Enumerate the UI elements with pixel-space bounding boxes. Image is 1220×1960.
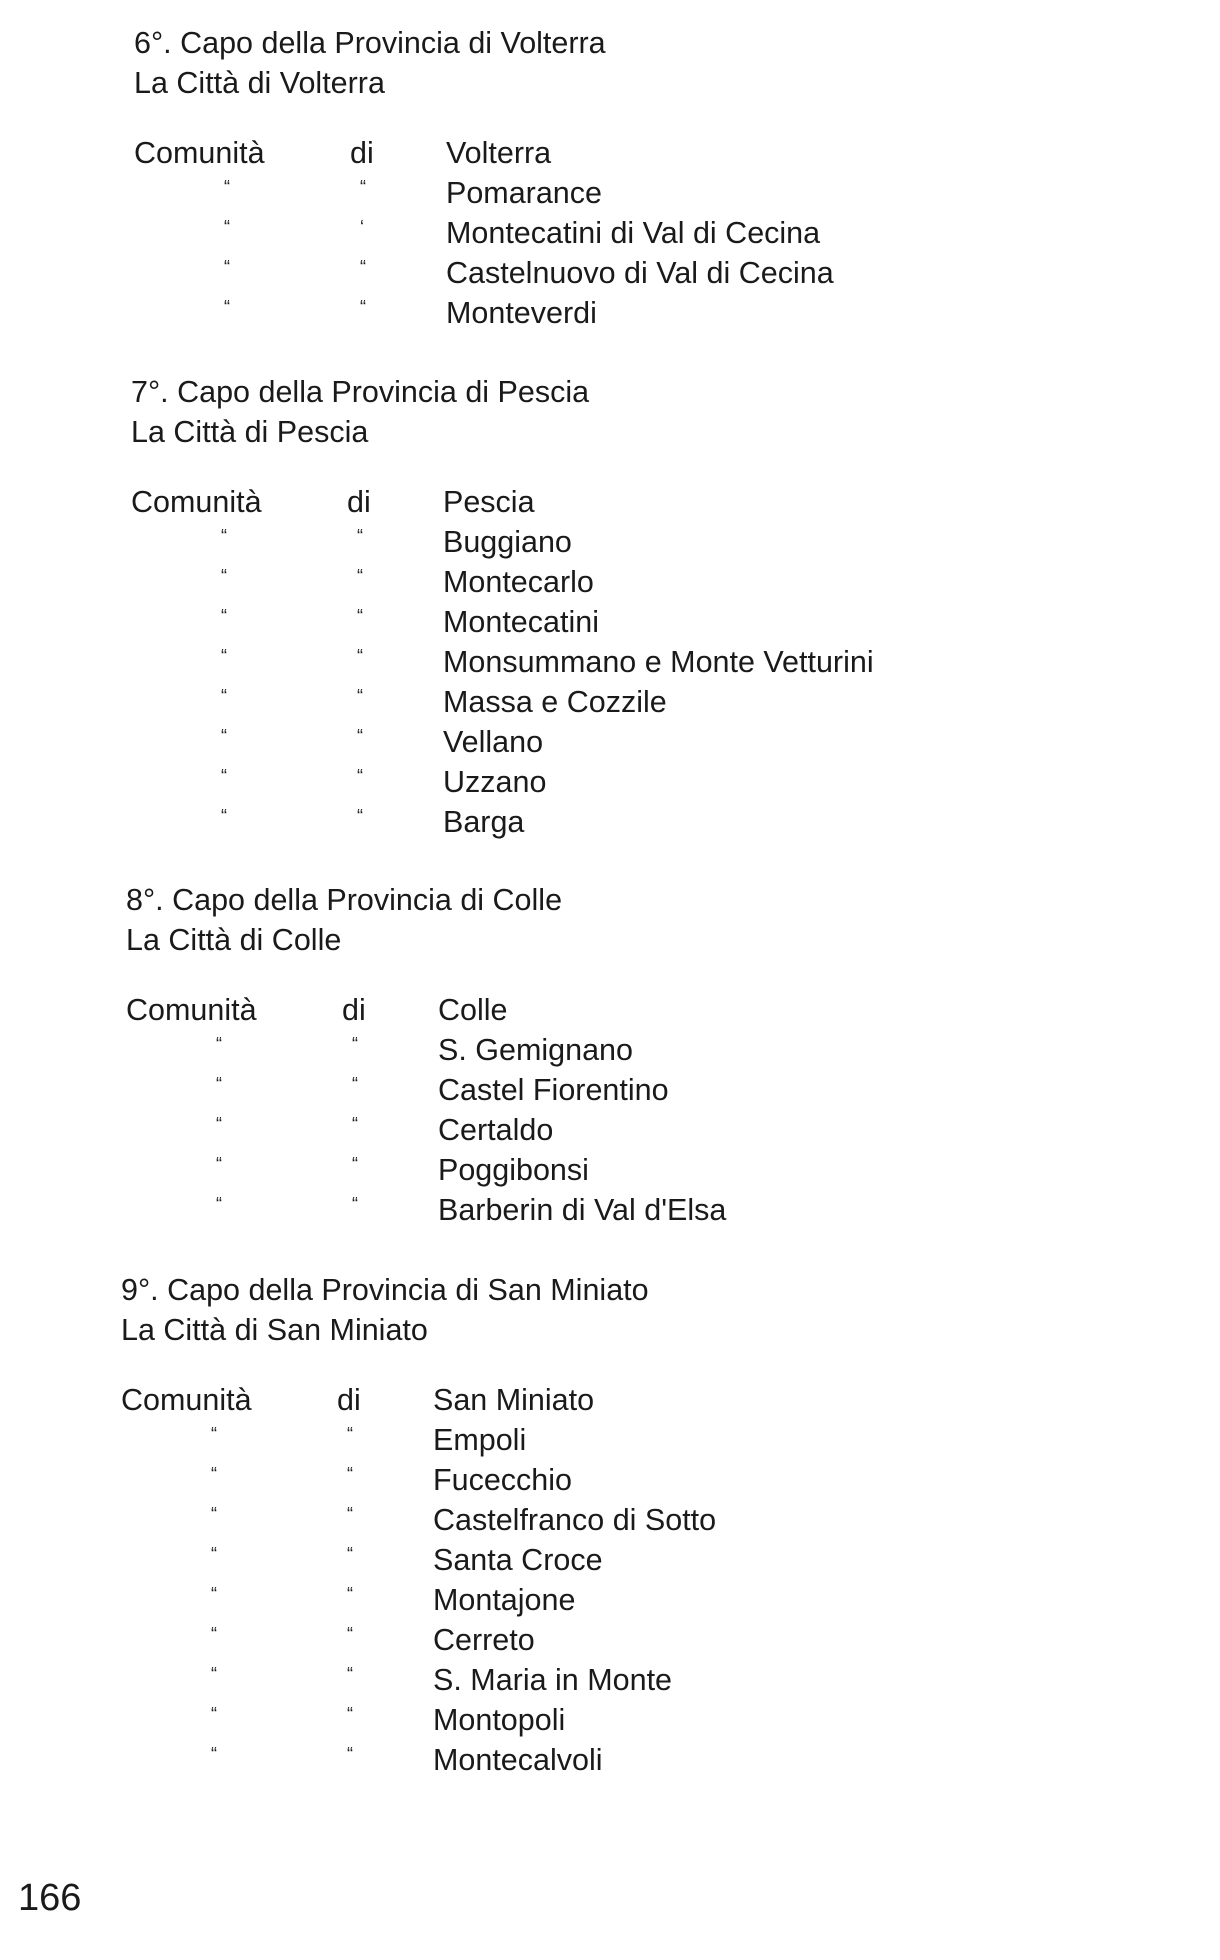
ditto-mark: “ <box>357 686 363 706</box>
section-city: La Città di Pescia <box>131 415 369 449</box>
ditto-mark: “ <box>360 257 366 277</box>
ditto-mark: “ <box>224 257 230 277</box>
community-table <box>131 482 874 842</box>
row-label: Comunità <box>134 136 265 170</box>
community-table <box>134 133 834 333</box>
community-name: S. Maria in Monte <box>433 1663 673 1697</box>
community-name: Empoli <box>433 1423 527 1457</box>
page-number: 166 <box>18 1877 82 1919</box>
ditto-mark: “ <box>221 806 227 826</box>
community-name: Colle <box>438 993 508 1027</box>
community-name: Vellano <box>443 725 544 759</box>
community-name: Cerreto <box>433 1623 535 1657</box>
community-name: Pescia <box>443 485 535 519</box>
community-name: Barga <box>443 805 525 839</box>
section-title: 8°. Capo della Provincia di Colle <box>126 883 563 917</box>
row-preposition: di <box>350 136 374 170</box>
ditto-mark: “ <box>211 1464 217 1484</box>
ditto-mark: “ <box>221 726 227 746</box>
community-name: Montajone <box>433 1583 576 1617</box>
ditto-mark: “ <box>347 1744 353 1764</box>
province-section-pescia <box>131 372 874 842</box>
table-row <box>134 253 834 293</box>
table-row <box>121 1700 649 1740</box>
ditto-mark: “ <box>211 1704 217 1724</box>
community-name: Montopoli <box>433 1703 566 1737</box>
ditto-mark: “ <box>357 526 363 546</box>
community-name: Certaldo <box>438 1113 554 1147</box>
table-row <box>134 213 821 253</box>
community-name: Fucecchio <box>433 1463 573 1497</box>
table-row <box>126 1190 727 1230</box>
community-table <box>126 990 727 1230</box>
table-row <box>121 1580 649 1620</box>
row-preposition: di <box>337 1383 361 1417</box>
ditto-mark: “ <box>224 177 230 197</box>
community-name: S. Gemignano <box>438 1033 633 1067</box>
community-name: Santa Croce <box>433 1543 603 1577</box>
ditto-mark: “ <box>360 297 366 317</box>
community-name: Buggiano <box>443 525 572 559</box>
ditto-mark: “ <box>347 1504 353 1524</box>
table-row <box>121 1620 649 1660</box>
table-row <box>134 173 606 213</box>
community-table <box>121 1380 717 1780</box>
community-name: Barberin di Val d'Elsa <box>438 1193 727 1227</box>
table-row <box>126 1150 589 1190</box>
row-label: Comunità <box>131 485 262 519</box>
community-name: Massa e Cozzile <box>443 685 667 719</box>
ditto-mark: “ <box>221 526 227 546</box>
community-name: Castelnuovo di Val di Cecina <box>446 256 834 290</box>
ditto-mark: “ <box>357 646 363 666</box>
ditto-mark: “ <box>352 1114 358 1134</box>
community-name: Castel Fiorentino <box>438 1073 669 1107</box>
section-city: La Città di San Miniato <box>121 1313 428 1347</box>
province-section-san-miniato <box>121 1270 717 1780</box>
community-name: Volterra <box>446 136 552 170</box>
section-title: 7°. Capo della Provincia di Pescia <box>131 375 590 409</box>
ditto-mark: “ <box>347 1584 353 1604</box>
table-row <box>121 1380 649 1420</box>
ditto-mark: “ <box>347 1544 353 1564</box>
community-name: Poggibonsi <box>438 1153 589 1187</box>
community-name: San Miniato <box>433 1383 595 1417</box>
ditto-mark: “ <box>347 1664 353 1684</box>
table-row <box>134 293 606 333</box>
ditto-mark: “ <box>360 177 366 197</box>
table-row <box>121 1460 649 1500</box>
table-row <box>126 990 562 1030</box>
row-preposition: di <box>347 485 371 519</box>
ditto-mark: “ <box>216 1074 222 1094</box>
ditto-mark: “ <box>224 217 230 237</box>
province-section-colle <box>126 880 727 1230</box>
community-name: Uzzano <box>443 765 547 799</box>
ditto-mark: “ <box>357 566 363 586</box>
row-preposition: di <box>342 993 366 1027</box>
ditto-mark: “ <box>211 1664 217 1684</box>
community-name: Montecatini <box>443 605 599 639</box>
table-row <box>126 1110 562 1150</box>
section-city: La Città di Volterra <box>134 66 385 100</box>
community-name: Pomarance <box>446 176 602 210</box>
ditto-mark: “ <box>357 726 363 746</box>
community-name: Monsummano e Monte Vetturini <box>443 645 874 679</box>
table-row <box>121 1660 673 1700</box>
ditto-mark: “ <box>352 1154 358 1174</box>
ditto-mark: “ <box>211 1424 217 1444</box>
ditto-mark: “ <box>216 1114 222 1134</box>
section-title: 9°. Capo della Provincia di San Miniato <box>121 1273 649 1307</box>
community-name: Montecatini di Val di Cecina <box>446 216 821 250</box>
table-row <box>131 802 589 842</box>
table-row <box>121 1540 649 1580</box>
ditto-mark: “ <box>211 1504 217 1524</box>
ditto-mark: “ <box>352 1194 358 1214</box>
ditto-mark: “ <box>216 1034 222 1054</box>
ditto-mark: “ <box>347 1424 353 1444</box>
table-row <box>126 1030 633 1070</box>
ditto-mark: “ <box>224 297 230 317</box>
ditto-mark: “ <box>221 646 227 666</box>
ditto-mark: “ <box>221 566 227 586</box>
table-row <box>121 1420 649 1460</box>
ditto-mark: “ <box>221 686 227 706</box>
row-label: Comunità <box>121 1383 252 1417</box>
row-label: Comunità <box>126 993 257 1027</box>
table-row <box>134 133 606 173</box>
ditto-mark: “ <box>221 606 227 626</box>
ditto-mark: “ <box>216 1154 222 1174</box>
section-title: 6°. Capo della Provincia di Volterra <box>134 26 606 60</box>
ditto-mark: “ <box>347 1624 353 1644</box>
ditto-mark: ‘ <box>360 217 364 237</box>
ditto-mark: “ <box>216 1194 222 1214</box>
community-name: Montecalvoli <box>433 1743 603 1777</box>
ditto-mark: “ <box>352 1034 358 1054</box>
ditto-mark: “ <box>357 766 363 786</box>
ditto-mark: “ <box>211 1744 217 1764</box>
ditto-mark: “ <box>357 806 363 826</box>
table-row <box>126 1070 669 1110</box>
ditto-mark: “ <box>347 1464 353 1484</box>
table-row <box>121 1500 717 1540</box>
ditto-mark: “ <box>357 606 363 626</box>
ditto-mark: “ <box>211 1624 217 1644</box>
section-city: La Città di Colle <box>126 923 342 957</box>
community-name: Monteverdi <box>446 296 597 330</box>
community-name: Castelfranco di Sotto <box>433 1503 717 1537</box>
ditto-mark: “ <box>211 1544 217 1564</box>
ditto-mark: “ <box>211 1584 217 1604</box>
ditto-mark: “ <box>221 766 227 786</box>
ditto-mark: “ <box>347 1704 353 1724</box>
table-row <box>121 1740 649 1780</box>
ditto-mark: “ <box>352 1074 358 1094</box>
community-name: Montecarlo <box>443 565 594 599</box>
province-section-volterra <box>134 23 834 333</box>
